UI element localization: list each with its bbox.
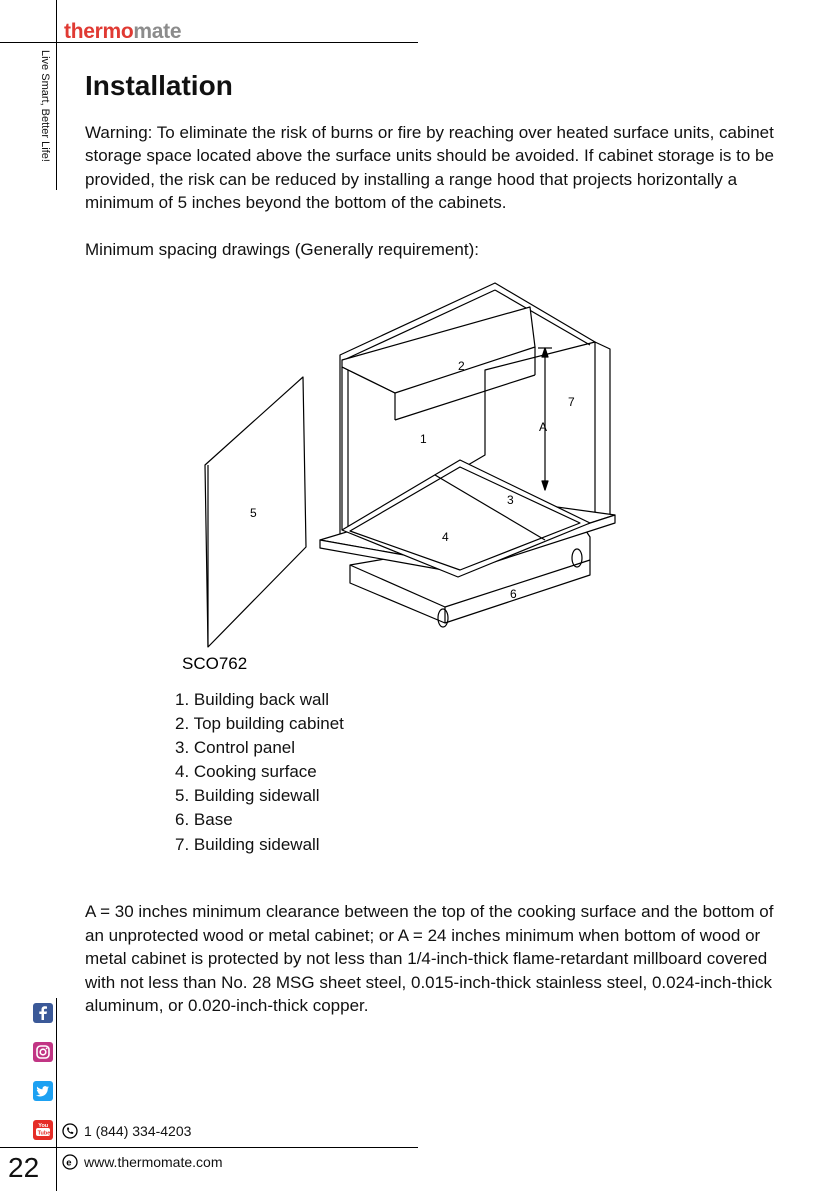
label-6: 6 <box>510 587 517 601</box>
clearance-note: A = 30 inches minimum clearance between the top of the cooking surface and the bottom of an unprotected wood or metal cabinet; or A = 24 inches minimum when bottom of wood or metal cabinet is protected by not less than 1/4-inch-thick flame-retardant millboard covered with not less than No. 28 MSG sheet steel, 0.015-inch-thick stainless steel, 0.024-inch-thick aluminum, or 0.020-inch-thick copper. <box>85 902 774 1016</box>
legend-item: 6. Base <box>175 810 233 830</box>
building-sidewall-right <box>595 342 610 519</box>
svg-text:e: e <box>66 1157 72 1169</box>
label-4: 4 <box>442 530 449 544</box>
phone-icon <box>62 1123 78 1139</box>
youtube-icon[interactable] <box>33 1120 53 1140</box>
svg-text:Tube: Tube <box>37 1130 51 1137</box>
legend-item: 5. Building sidewall <box>175 786 320 806</box>
model-label: SCO762 <box>182 654 248 673</box>
footer-rule <box>0 1147 418 1148</box>
page-number: 22 <box>8 1152 40 1183</box>
website-url: www.thermomate.com <box>84 1154 223 1170</box>
twitter-icon[interactable] <box>33 1081 53 1101</box>
header-rule <box>0 42 418 43</box>
label-5: 5 <box>250 506 257 520</box>
instagram-icon[interactable] <box>33 1042 53 1062</box>
phone-contact[interactable] <box>62 1123 191 1139</box>
header-divider-vertical <box>56 0 57 190</box>
legend-item: 2. Top building cabinet <box>175 714 344 734</box>
min-spacing-heading: Minimum spacing drawings (Generally requirement): <box>85 240 479 259</box>
warning-text: Warning: To eliminate the risk of burns or fire by reaching over heated surface units, cabinet storage space located above the surface units should be avoided. If cabinet storage is to be provided, the risk can be reduced by installing a range hood that projects horizontally a minimum of 5 inches beyond the bottom of the cabinets. <box>85 123 774 213</box>
tagline: Live Smart, Better Life! <box>39 50 51 162</box>
website-contact[interactable] <box>62 1154 222 1170</box>
installation-diagram <box>170 275 630 675</box>
parts-legend <box>175 688 344 857</box>
label-7: 7 <box>568 395 575 409</box>
legend-item: 4. Cooking surface <box>175 762 317 782</box>
svg-text:You: You <box>38 1123 49 1129</box>
label-1: 1 <box>420 432 427 446</box>
label-3: 3 <box>507 493 514 507</box>
facebook-icon[interactable] <box>33 1003 53 1023</box>
page-title: Installation <box>85 70 233 101</box>
phone-number: 1 (844) 334-4203 <box>84 1123 192 1139</box>
brand-logo: thermomate <box>64 20 182 43</box>
footer-divider-vertical <box>56 998 57 1191</box>
label-2: 2 <box>458 359 465 373</box>
web-icon <box>62 1154 78 1170</box>
label-a: A <box>539 420 548 434</box>
legend-item: 3. Control panel <box>175 738 296 758</box>
legend-item: 7. Building sidewall <box>175 834 320 854</box>
legend-item: 1. Building back wall <box>175 690 330 709</box>
